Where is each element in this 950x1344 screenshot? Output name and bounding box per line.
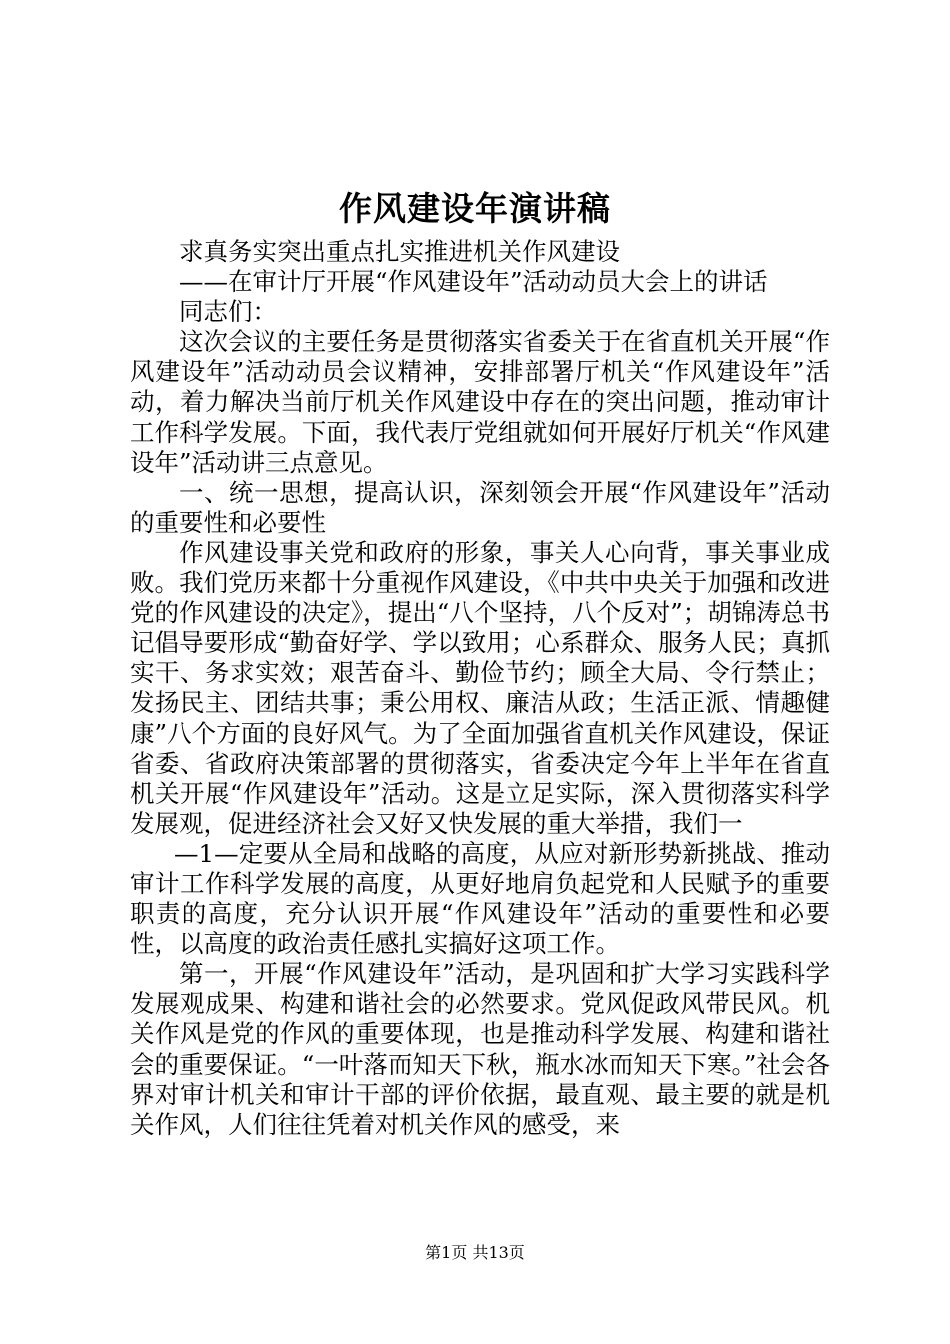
body-paragraph: 第一，开展“作风建设年”活动，是巩固和扩大学习实践科学发展观成果、构建和谐社会的必然要求。党风促政风带民风。机关作风是党的作风的重要体现，也是推动科学发展、构建和谐社会的重要保证。“一叶落而知天下秋，瓶水冰而知天下寒。”社会各界对审计机关和审计干部的评价依据，最直观、最主要的就是机关作风，人们往往凭着对机关作风的感受，来 — [130, 959, 830, 1139]
body-paragraph: —1—定要从全局和战略的高度，从应对新形势新挑战、推动审计工作科学发展的高度，从更好地肩负起党和人民赋予的重要职责的高度，充分认识开展“作风建设年”活动的重要性和必要性，以高度的政治责任感扎实搞好这项工作。 — [130, 838, 830, 959]
section-heading: 一、统一思想，提高认识，深刻领会开展“作风建设年”活动的重要性和必要性 — [130, 477, 830, 537]
subtitle-line: 求真务实突出重点扎实推进机关作风建设 — [179, 237, 620, 266]
body-paragraph: 作风建设事关党和政府的形象，事关人心向背，事关事业成败。我们党历来都十分重视作风建设，《中共中央关于加强和改进党的作风建设的决定》，提出“八个坚持，八个反对”；胡锦涛总书记倡导要形成“勤奋好学、学以致用；心系群众、服务人民；真抓实干、务求实效；艰苦奋斗、勤俭节约；顾全大局、令行禁止；发扬民主、团结共事；秉公用权、廉洁从政；生活正派、情趣健康”八个方面的良好风气。为了全面加强省直机关作风建设，保证省委、省政府决策部署的贯彻落实，省委决定今年上半年在省直机关开展“作风建设年”活动。这是立足实际，深入贯彻落实科学发展观，促进经济社会又好又快发展的重大举措，我们一 — [130, 537, 830, 838]
speech-occasion-line: ——在审计厅开展“作风建设年”活动动员大会上的讲话 — [179, 267, 768, 297]
document-title: 作风建设年演讲稿 — [339, 189, 611, 228]
body-paragraph: 这次会议的主要任务是贯彻落实省委关于在省直机关开展“作风建设年”活动动员会议精神，安排部署厅机关“作风建设年”活动，着力解决当前厅机关作风建设中存在的突出问题，推动审计工作科学发展。下面，我代表厅党组就如何开展好厅机关“作风建设年”活动讲三点意见。 — [130, 327, 830, 477]
page-number-footer: 第1页 共13页 — [425, 1243, 525, 1262]
document-body — [130, 237, 830, 1140]
salutation: 同志们： — [179, 297, 277, 327]
